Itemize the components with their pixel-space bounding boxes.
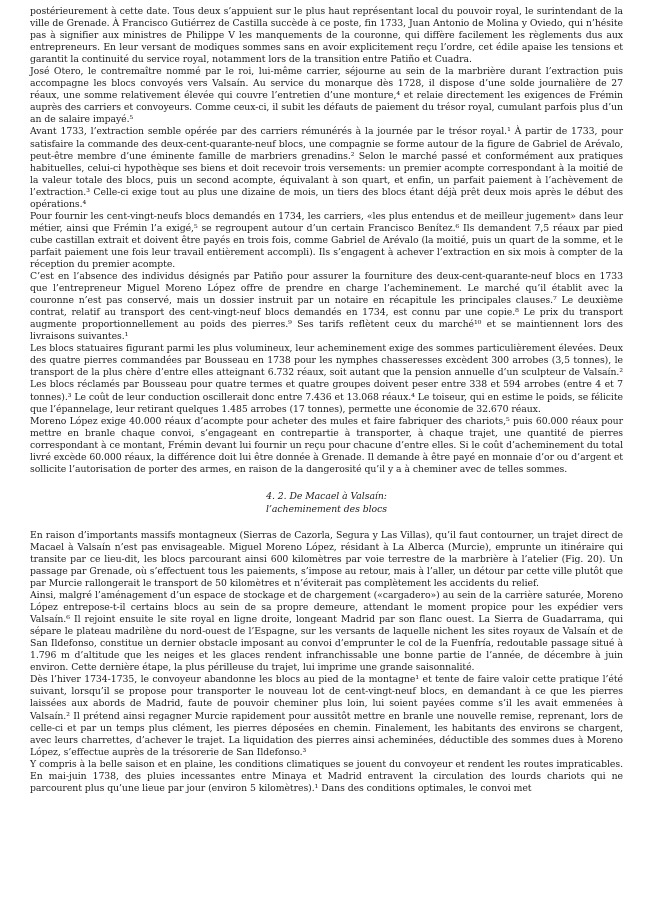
paragraph: Avant 1733, l’extraction semble opérée par des carriers rémunérés à la journée par le trésor royal.¹ À partir de 1733, pour satisfaire la commande des deux-cent-quarante-neuf blocs, une compagnie se forme autour de la figure de Gabriel de Arévalo, peut-être membre d’une éminente famille de marbriers grenadins.² Selon le marché passé et conformément aux pratiques habituelles, celui-ci hypothèque ses biens et doit recevoir trois versements: un premier acompte correspondant à la moitié de la valeur totale des blocs, puis un second acompte, équivalant à son quart, et enfin, un parfait paiement à l’achèvement de l’extraction.³ Celle-ci exige tout au plus une dizaine de mois, un tiers des blocs étant déjà prêt deux mois après le début des opérations.⁴: [30, 126, 623, 210]
paragraph: Moreno López exige 40.000 réaux d’acompte pour acheter des mules et faire fabriquer des chariots,⁵ puis 60.000 réaux pour mettre en branle chaque convoi, s’engageant en contrepartie à transporter, à chaque trajet, une quantité de pierres correspondant à ce montant, Frémin devant lui fournir un reçu pour chacune d’entre elles. Si le coût d’acheminement du total livré excède 60.000 réaux, la différence doit lui être donnée à Grenade. Il demande à être payé en monnaie d’or ou d’argent et sollicite l’autorisation de porter des armes, en raison de la dangerosité qu’il y a à cheminer avec de telles sommes.: [30, 415, 623, 475]
document-page: [30, 6, 623, 795]
paragraph: Les blocs statuaires figurant parmi les plus volumineux, leur acheminement exige des sommes particulièrement élevées. Deux des quatre pierres commandées par Bousseau en 1738 pour les nymphes chasseresses excèdent 300 arrobes (3,5 tonnes), le transport de la plus chère d’entre elles atteignant 6.732 réaux, soit autant que la pension annuelle d’un sculpteur de Valsaín.² Les blocs réclamés par Bousseau pour quatre termes et quatre groupes doivent peser entre 338 et 594 arrobes (entre 4 et 7 tonnes).³ Le coût de leur conduction oscillerait donc entre 7.436 et 13.068 réaux.⁴ Le toiseur, qui en estime le poids, se félicite que l’épannelage, leur retirant quelques 1.485 arrobes (17 tonnes), permette une économie de 32.670 réaux.: [30, 343, 623, 415]
paragraph: Pour fournir les cent-vingt-neufs blocs demandés en 1734, les carriers, «les plus entendus et de meilleur jugement» dans leur métier, ainsi que Frémin l’a exigé,⁵ se regroupent autour d’un certain Francisco Benítez.⁶ Ils demandent 7,5 réaux par pied cube castillan extrait et doivent être payés en trois fois, comme Gabriel de Arévalo (la moitié, puis un quart de la somme, et le parfait paiement une fois leur travail entièrement accompli). Ils s’engagent à achever l’extraction en six mois à compter de la réception du premier acompte.: [30, 210, 623, 270]
paragraph: Ainsi, malgré l’aménagement d’un espace de stockage et de chargement («cargadero») au sein de la carrière saturée, Moreno López entrepose-t-il certains blocs au sein de sa propre demeure, attendant le moment propice pour les expédier vers Valsaín.⁶ Il rejoint ensuite le site royal en ligne droite, longeant Madrid par son flanc ouest. La Sierra de Guadarrama, qui sépare le plateau madrilène du nord-ouest de l’Espagne, sur les versants de laquelle nichent les sites royaux de Valsaín et de San Ildefonso, constitue un dernier obstacle imposant au convoi d’emprunter le col de la Fuenfría, redoutable passage situé à 1.796 m d’altitude que les neiges et les glaces rendent infranchissable une bonne partie de l’année, de décembre à juin environ. Cette dernière étape, la plus périlleuse du trajet, lui imprime une grande saisonnalité.: [30, 590, 623, 674]
paragraph: En raison d’importants massifs montagneux (Sierras de Cazorla, Segura y Las Villas), qu’il faut contourner, un trajet direct de Macael à Valsaín n’est pas envisageable. Miguel Moreno López, résidant à La Alberca (Murcie), emprunte un itinéraire qui transite par ce lieu-dit, les blocs parcourant ainsi 600 kilomètres par voie terrestre de la marbrière à l’atelier (Fig. 20). Un passage par Grenade, où s’effectuent tous les paiements, s’impose au retour, mais à l’aller, un détour par cette ville plutôt que par Murcie rallongerait le transport de 50 kilomètres et n’éviterait pas complètement les accidents du relief.: [30, 529, 623, 590]
paragraph: Dès l’hiver 1734-1735, le convoyeur abandonne les blocs au pied de la montagne¹ et tente de faire valoir cette pratique l’été suivant, lorsqu’il se propose pour transporter le nouveau lot de cent-vingt-neuf blocs, en demandant à ce que les pierres laissées aux abords de Madrid, faute de pouvoir cheminer plus loin, lui soient payées comme s’il les avait emmenées à Valsaín.² Il prétend ainsi regagner Murcie rapidement pour aussitôt mettre en branle une nouvelle remise, reprenant, lors de celle-ci et par un temps plus clément, les pierres déposées en chemin. Finalement, les habitants des environs se chargent, avec leurs charrettes, d’achever le trajet. La liquidation des pierres ainsi acheminées, déductible des sommes dues à Moreno López, s’effectue auprès de la trésorerie de San Ildefonso.³: [30, 674, 623, 758]
section-heading: [30, 490, 623, 516]
section-title: 4. 2. De Macael à Valsaín:: [266, 490, 387, 502]
section-subtitle: l’acheminement des blocs: [266, 503, 387, 515]
paragraph: José Otero, le contremaître nommé par le roi, lui-même carrier, séjourne au sein de la marbrière durant l’extraction puis accompagne les blocs convoyés vers Valsaín. Au service du monarque dès 1728, il dispose d’une solde journalière de 27 réaux, une somme relativement élevée qui couvre l’entretien d’une monture,⁴ et relaie directement les exigences de Frémin auprès des carriers et convoyeurs. Comme ceux-ci, il subit les défauts de paiement du trésor royal, cumulant parfois plus d’un an de salaire impayé.⁵: [30, 66, 623, 126]
paragraph: Y compris à la belle saison et en plaine, les conditions climatiques se jouent du convoyeur et rendent les routes impraticables. En mai-juin 1738, des pluies incessantes entre Minaya et Madrid entravent la circulation des lourds chariots qui ne parcourent plus qu’une lieue par jour (environ 5 kilomètres).¹ Dans des conditions optimales, le convoi met: [30, 758, 623, 794]
paragraph: postérieurement à cette date. Tous deux s’appuient sur le plus haut représentant local du pouvoir royal, le surintendant de la ville de Grenade. À Francisco Gutiérrez de Castilla succède à ce poste, fin 1733, Juan Antonio de Molina y Oviedo, qui n’hésite pas à signifier aux ministres de Philippe V les manquements de la couronne, qui diffère facilement les règlements dus aux entrepreneurs. En leur versant de modiques sommes sans en avoir explicitement reçu l’ordre, cet édile apaise les tensions et garantit la continuité du service royal, notamment lors de la transition entre Patiño et Cuadra.: [30, 6, 623, 66]
paragraph: C’est en l’absence des individus désignés par Patiño pour assurer la fourniture des deux-cent-quarante-neuf blocs en 1733 que l’entrepreneur Miguel Moreno López offre de prendre en charge l’acheminement. Le marché qu’il établit avec la couronne n’est pas conservé, mais un dossier instruit par un notaire en récapitule les principales clauses.⁷ Le deuxième contrat, relatif au transport des cent-vingt-neuf blocs demandés en 1734, est connu par une copie.⁸ Le prix du transport augmente proportionnellement au poids des pierres.⁹ Ses tarifs reflètent ceux du marché¹⁰ et se maintiennent lors des livraisons suivantes.¹: [30, 271, 623, 343]
